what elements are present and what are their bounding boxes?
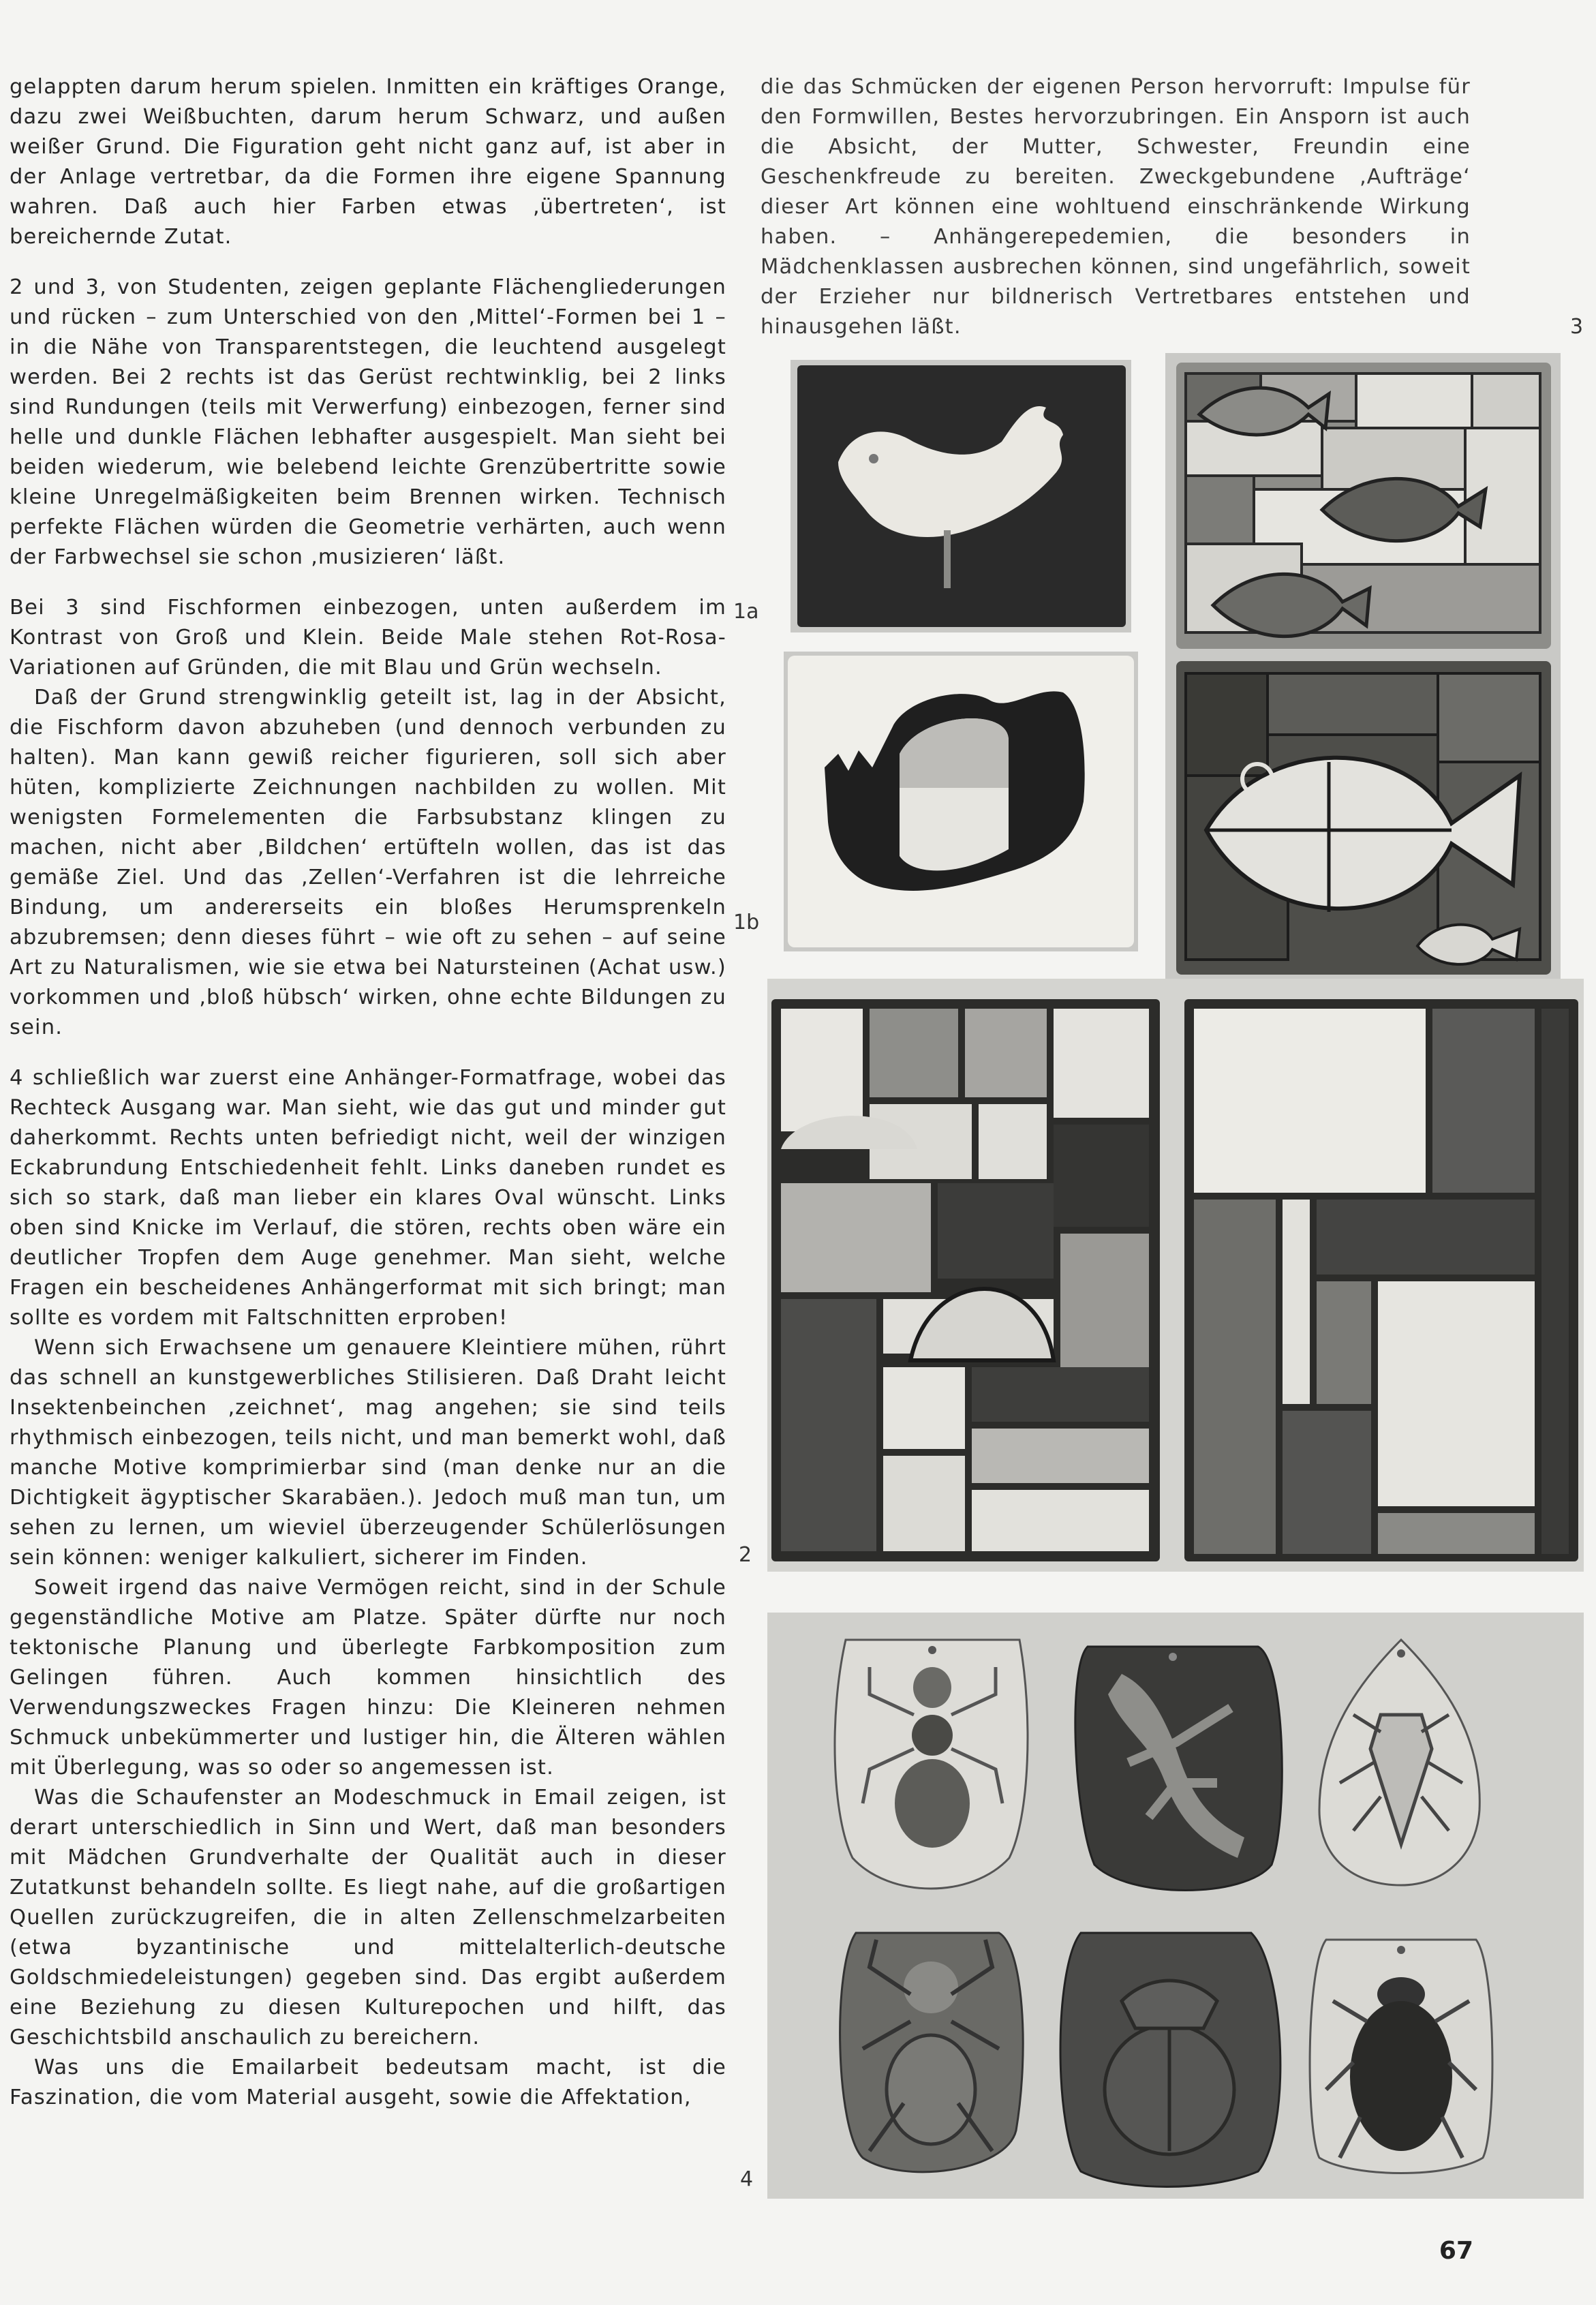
paragraph-3: Bei 3 sind Fischformen einbezogen, unten außerdem im Kontrast von Groß und Klein. Beide Male stehen Rot-Rosa-Variationen auf Gründen, die mit Blau und Grün wechseln.: [10, 596, 726, 680]
pendant-spider: [840, 1933, 1024, 2172]
pendant-lizard: [1075, 1647, 1282, 1891]
paragraph-5: 4 schließlich war zuerst eine Anhänger-Formatfrage, wobei das Rechteck Ausgang war. Man sieht, wie das gut und minder gut daherkommt. Rechts unten befriedigt nicht, weil der winzigen Eckabrundung Entschiedenheit fehlt. Links daneben rundet es sich so stark, daß man lieber ein klares Oval wünscht. Links oben sind Knicke im Verlauf, die stören, rechts oben wäre ein deutlicher Tropfen dem Auge genehmer. Man sieht, welche Fragen ein bescheidenes Anhängerformat mit sich bringt; man sollte es vordem mit Faltschnitten erproben!: [10, 1066, 726, 1330]
geometric-plate-left: [771, 999, 1160, 1561]
figure-1a-bird-enamel: [791, 360, 1131, 632]
paragraph-1: gelappten darum herum spielen. Inmitten ein kräftiges Orange, dazu zwei Weißbuchten, darum herum Schwarz, und außen weißer Grund. Die Figuration geht nicht ganz auf, ist aber in der Anlage vertretbar, da die Formen ihre eigene Spannung wahren. Daß auch hier Farben etwas ‚übertreten‘, ist bereichernde Zutat.: [10, 75, 726, 249]
left-text-column: [10, 72, 726, 2113]
paragraph-6: Wenn sich Erwachsene um genauere Kleintiere mühen, rührt das schnell an kunstgewerbliches Stilisieren. Daß Draht leicht Insektenbeinchen ‚zeichnet‘, mag angehen; sie sind teils rhythmisch einbezogen, teils nicht, und man bemerkt wohl, daß manche Motive komprimierbar sind (man denke nur an die Dichtigkeit ägyptischer Skarabäen.). Jedoch muß man tun, um sehen zu lernen, um wieviel überzeugender Schülerlösungen sein können: weniger kalkuliert, sicherer im Finden.: [10, 1336, 726, 1570]
right-paragraph-1: die das Schmücken der eigenen Person hervorruft: Impulse für den Formwillen, Bestes hervorzubringen. Ein Ansporn ist auch die Absicht, der Mutter, Schwester, Freundin eine Geschenkfreude zu bereiten. Zweckgebundene ‚Aufträge‘ dieser Art können eine wohltuend einschränkende Wirkung haben. – Anhängerepedemien, die besonders in Mädchenklassen ausbrechen können, sind ungefährlich, soweit der Erzieher nur bildnerisch Vertretbares entstehen und hinausgehen läßt.: [761, 75, 1471, 339]
figure-3-fish-enamel: [1165, 353, 1561, 980]
figure-1b-abstract-enamel: [784, 652, 1138, 951]
pendant-beetle-dark: [1310, 1940, 1492, 2173]
paragraph-9: Was uns die Emailarbeit bedeutsam macht, ist die Faszination, die vom Material ausgeht, sowie die Affektation,: [10, 2056, 726, 2109]
pendant-scarab: [1060, 1933, 1280, 2187]
figure-4-insect-pendants: [767, 1613, 1584, 2199]
fish-plate-bottom: [1176, 661, 1551, 975]
figure-label-1b: 1b: [733, 911, 760, 934]
figure-label-4: 4: [740, 2167, 754, 2191]
figure-2-geometric-enamel: [767, 979, 1584, 1572]
paragraph-2: 2 und 3, von Studenten, zeigen geplante Flächengliederungen und rücken – zum Unterschied von den ‚Mittel‘-Formen bei 1 – in die Nähe von Transparentstegen, die leuchtend ausgelegt werden. Bei 2 rechts ist das Gerüst rechtwinklig, bei 2 links sind Rundungen (teils mit Verwerfung) einbezogen, ferner sind helle und dunkle Flächen lebhafter ausgespielt. Man sieht bei beiden wiederum, wie belebend leichte Grenzübertritte sowie kleine Unregelmäßigkeiten beim Brennen wirken. Technisch perfekte Flächen würden die Geometrie verhärten, auch wenn der Farbwechsel sie schon ‚musizieren‘ läßt.: [10, 275, 726, 569]
paragraph-4: Daß der Grund strengwinklig geteilt ist, lag in der Absicht, die Fischform davon abzuheben (und dennoch verbunden zu halten). Man kann gewiß reicher figurieren, soll sich aber hüten, komplizierte Zeichnungen nachbilden zu wollen. Mit wenigsten Formelementen die Farbsubstanz klingen zu machen, nicht aber ‚Bildchen‘ ertüfteln wollen, das ist das gemäße Ziel. Und das ‚Zellen‘-Verfahren ist die lehrreiche Bindung, um andererseits ein bloßes Herumsprenkeln abzubremsen; denn dieses führt – wie oft zu sehen – auf seine Art zu Naturalismen, wie sie etwa bei Natursteinen (Achat usw.) vorkommen und ‚bloß hübsch‘ wirken, ohne echte Bildungen zu sein.: [10, 686, 726, 1039]
figure-label-3: 3: [1570, 315, 1584, 339]
paragraph-7: Soweit irgend das naive Vermögen reicht, sind in der Schule gegenständliche Motive am Platze. Später dürfte nur noch tektonische Planung und überlegte Farbkomposition zum Gelingen führen. Auch kommen hinsichtlich des Verwendungszweckes Fragen hinzu: Die Kleineren nehmen Schmuck unbekümmerter und lustiger hin, die Älteren wählen mit Überlegung, was so oder so angemessen ist.: [10, 1576, 726, 1780]
geometric-plate-right: [1184, 999, 1578, 1561]
right-text-column: [761, 72, 1471, 342]
pendant-ant: [835, 1640, 1028, 1889]
figure-label-1a: 1a: [733, 600, 759, 624]
figure-label-2: 2: [739, 1543, 752, 1567]
paragraph-8: Was die Schaufenster an Modeschmuck in Email zeigen, ist derart unterschiedlich in Sinn und Wert, daß man besonders mit Mädchen Grundverhalte der Qualität auch in dieser Zutatkunst behandeln sollte. Es liegt nahe, auf die großartigen Quellen zurückzugreifen, die in alten Zellenschmelzarbeiten (etwa byzantinische und mittelalterlich-deutsche Goldschmiedeleistungen) gegeben sind. Das ergibt außerdem eine Beziehung zu diesen Kulturepochen und hilft, das Geschichtsbild anschaulich zu bereichern.: [10, 1786, 726, 2049]
fish-plate-top: [1176, 363, 1551, 649]
page-number: 67: [1439, 2237, 1473, 2265]
